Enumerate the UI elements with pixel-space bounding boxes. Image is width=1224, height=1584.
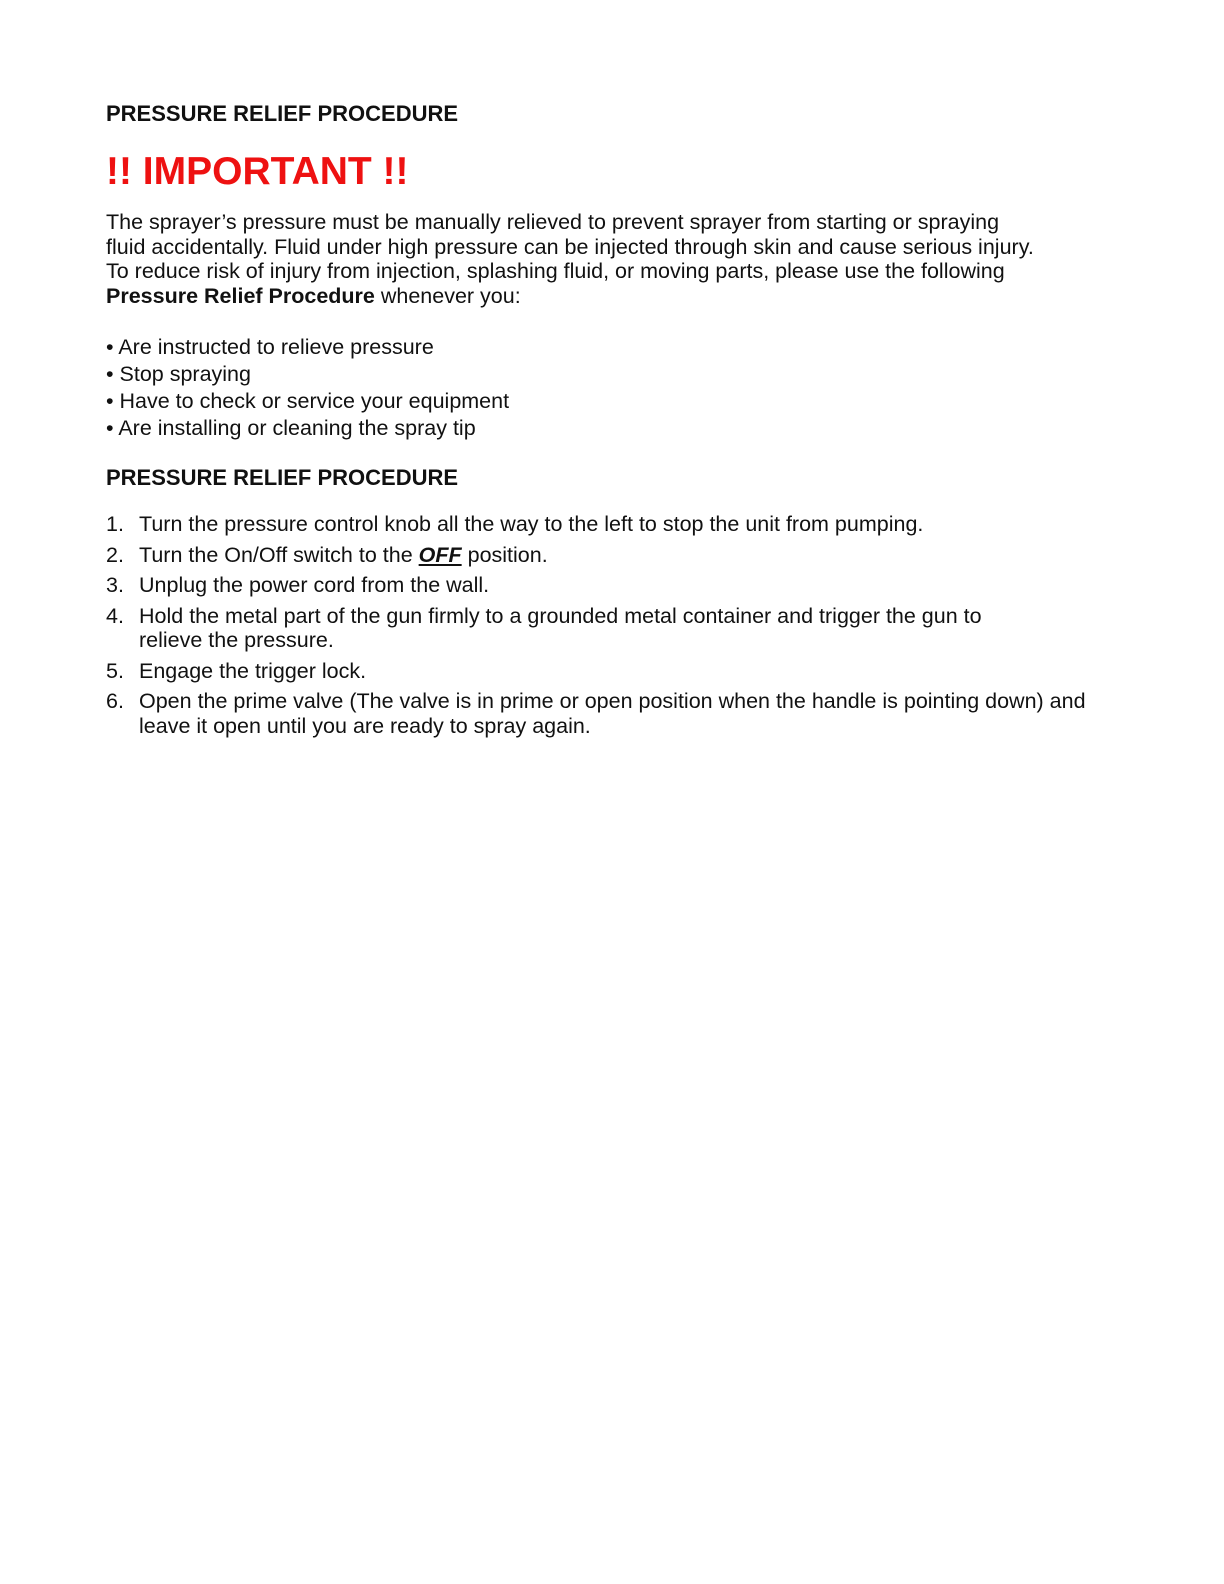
step-text: Turn the pressure control knob all the way to the left to stop the unit from pumping. xyxy=(139,512,924,536)
document-page xyxy=(106,100,1136,744)
intro-line: fluid accidentally. Fluid under high pressure can be injected through skin and cause serious injury. xyxy=(106,234,1034,259)
step-text xyxy=(139,543,1136,568)
section-heading-top: PRESSURE RELIEF PROCEDURE xyxy=(106,101,459,126)
step-text: Unplug the power cord from the wall. xyxy=(139,573,490,597)
step-item xyxy=(106,659,1136,684)
intro-line: The sprayer’s pressure must be manually relieved to prevent sprayer from starting or spraying xyxy=(106,210,1000,234)
step-number: 5. xyxy=(106,658,124,683)
intro-line-rest: whenever you: xyxy=(374,283,521,308)
step-text: Engage the trigger lock. xyxy=(139,658,367,683)
step-item xyxy=(106,512,1136,537)
step-number: 1. xyxy=(106,512,124,536)
step-item xyxy=(106,604,1136,653)
step-text-after: position. xyxy=(461,542,548,567)
section-heading-procedure: PRESSURE RELIEF PROCEDURE xyxy=(106,465,459,490)
step-item xyxy=(106,689,1136,738)
step-number: 2. xyxy=(106,542,124,567)
step-item xyxy=(106,543,1136,568)
bullet-list xyxy=(106,334,1136,442)
step-text: Hold the metal part of the gun firmly to a grounded metal container and trigger the gun to xyxy=(139,603,982,628)
step-item xyxy=(106,573,1136,598)
intro-line: To reduce risk of injury from injection, splashing fluid, or moving parts, please use the following xyxy=(106,259,1005,283)
step-number: 6. xyxy=(106,689,124,713)
step-text-continued: leave it open until you are ready to spray again. xyxy=(139,713,591,738)
bullet-item: • Have to check or service your equipment xyxy=(106,389,510,413)
off-emphasis: OFF xyxy=(418,542,462,567)
intro-bold-term: Pressure Relief Procedure xyxy=(106,283,375,308)
intro-line xyxy=(106,284,1106,309)
step-text-before: Turn the On/Off switch to the xyxy=(139,542,419,567)
bullet-item: • Are instructed to relieve pressure xyxy=(106,335,434,359)
intro-paragraph xyxy=(106,210,1106,308)
bullet-item: • Stop spraying xyxy=(106,362,251,386)
step-number: 3. xyxy=(106,573,124,597)
step-number: 4. xyxy=(106,603,124,628)
important-banner: !! IMPORTANT !! xyxy=(106,150,409,193)
step-text-continued: relieve the pressure. xyxy=(139,628,334,652)
procedure-steps xyxy=(106,512,1136,738)
bullet-item: • Are installing or cleaning the spray tip xyxy=(106,416,476,440)
step-text: Open the prime valve (The valve is in prime or open position when the handle is pointing down) and xyxy=(139,689,1086,713)
